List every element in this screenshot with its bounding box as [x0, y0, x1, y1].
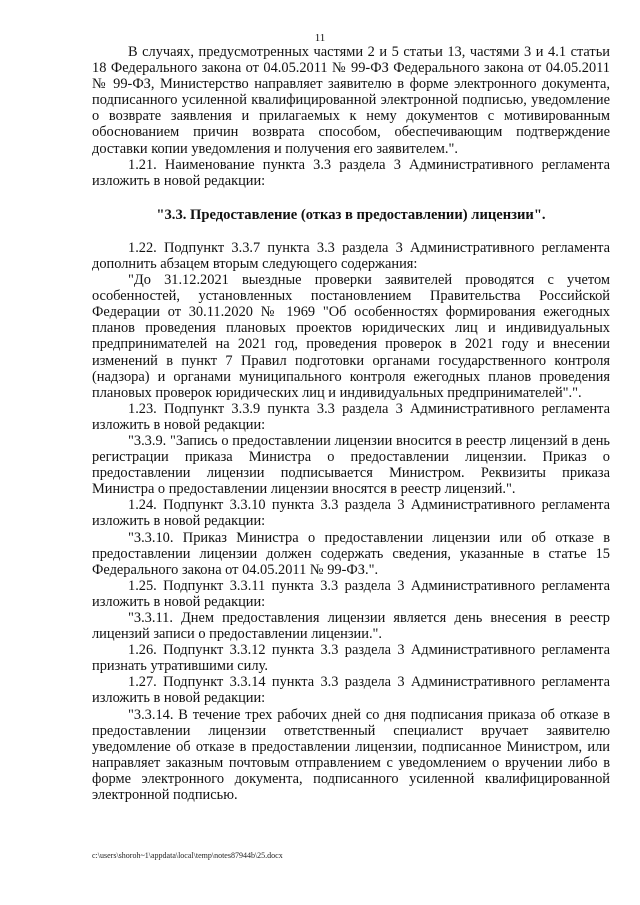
paragraph-1-24: 1.24. Подпункт 3.3.10 пункта 3.3 раздела 3 Административного регламента изложить в новой редакции:: [92, 497, 610, 530]
paragraph-1-26: 1.26. Подпункт 3.3.12 пункта 3.3 раздела 3 Административного регламента признать утратившими силу.: [92, 642, 610, 675]
document-body: [92, 44, 610, 803]
section-heading-3-3: "3.3. Предоставление (отказ в предоставлении) лицензии".: [156, 206, 546, 223]
page-number: 11: [314, 32, 326, 44]
paragraph-quote-3-3-9: "3.3.9. "Запись о предоставлении лицензии вносится в реестр лицензий в день регистрации приказа Министра о предоставлении лицензии. Приказ о предоставлении лицензии подписывается Министром. Реквизиты приказа Министра о предоставлении лицензии вносятся в реестр лицензий.".: [92, 432, 610, 498]
footer-file-path: c:\users\shoroh~1\appdata\local\temp\notes87944b\25.docx: [92, 851, 283, 860]
paragraph-1-25: 1.25. Подпункт 3.3.11 пункта 3.3 раздела 3 Административного регламента изложить в новой редакции:: [92, 577, 610, 610]
paragraph-quote-inspections: "До 31.12.2021 выездные проверки заявителей проводятся с учетом особенностей, установленных постановлением Правительства Российской Федерации от 30.11.2020 № 1969 "Об особенностях формирования ежегодных планов проведения плановых проектов юридических лиц и индивидуальных предпринимателей на 2021 год, проведения проверок в 2021 году и внесении изменений в пункт 7 Правил подготовки органами государственного контроля (надзора) и органами муниципального контроля ежегодных планов проведения плановых проверок юридических лиц и индивидуальных предпринимателей".".: [92, 272, 610, 401]
paragraph-refusal-return: В случаях, предусмотренных частями 2 и 5 статьи 13, частями 3 и 4.1 статьи 18 Федерального закона от 04.05.2011 № 99-ФЗ Федерального закона от 04.05.2011 № 99-ФЗ, Министерство направляет заявителю в форме электронного документа, подписанного усиленной квалифицированной электронной подписью, уведомление о возврате заявления и прилагаемых к нему документов с мотивированным обоснованием причин возврата способом, обеспечивающим подтверждение доставки копии уведомления и получения его заявителем.".: [92, 44, 610, 157]
paragraph-1-27: 1.27. Подпункт 3.3.14 пункта 3.3 раздела 3 Административного регламента изложить в новой редакции:: [92, 674, 610, 707]
paragraph-quote-3-3-11: "3.3.11. Днем предоставления лицензии является день внесения в реестр лицензий записи о предоставлении лицензии.".: [92, 610, 610, 643]
paragraph-quote-3-3-10: "3.3.10. Приказ Министра о предоставлении лицензии или об отказе в предоставлении лицензии должен содержать сведения, указанные в статье 15 Федерального закона от 04.05.2011 № 99-ФЗ.".: [92, 529, 610, 578]
paragraph-1-22: 1.22. Подпункт 3.3.7 пункта 3.3 раздела 3 Административного регламента дополнить абзацем вторым следующего содержания:: [92, 239, 610, 272]
paragraph-1-23: 1.23. Подпункт 3.3.9 пункта 3.3 раздела 3 Административного регламента изложить в новой редакции:: [92, 400, 610, 433]
paragraph-quote-3-3-14: "3.3.14. В течение трех рабочих дней со дня подписания приказа об отказе в предоставлении лицензии ответственный специалист вручает заявителю уведомление об отказе в предоставлении лицензии, подписанное Министром, или направляет заказным почтовым отправлением с уведомлением о вручении либо в форме электронного документа, подписанного усиленной квалифицированной электронной подписью.: [92, 706, 610, 804]
paragraph-1-21: 1.21. Наименование пункта 3.3 раздела 3 Административного регламента изложить в новой редакции:: [92, 156, 610, 189]
